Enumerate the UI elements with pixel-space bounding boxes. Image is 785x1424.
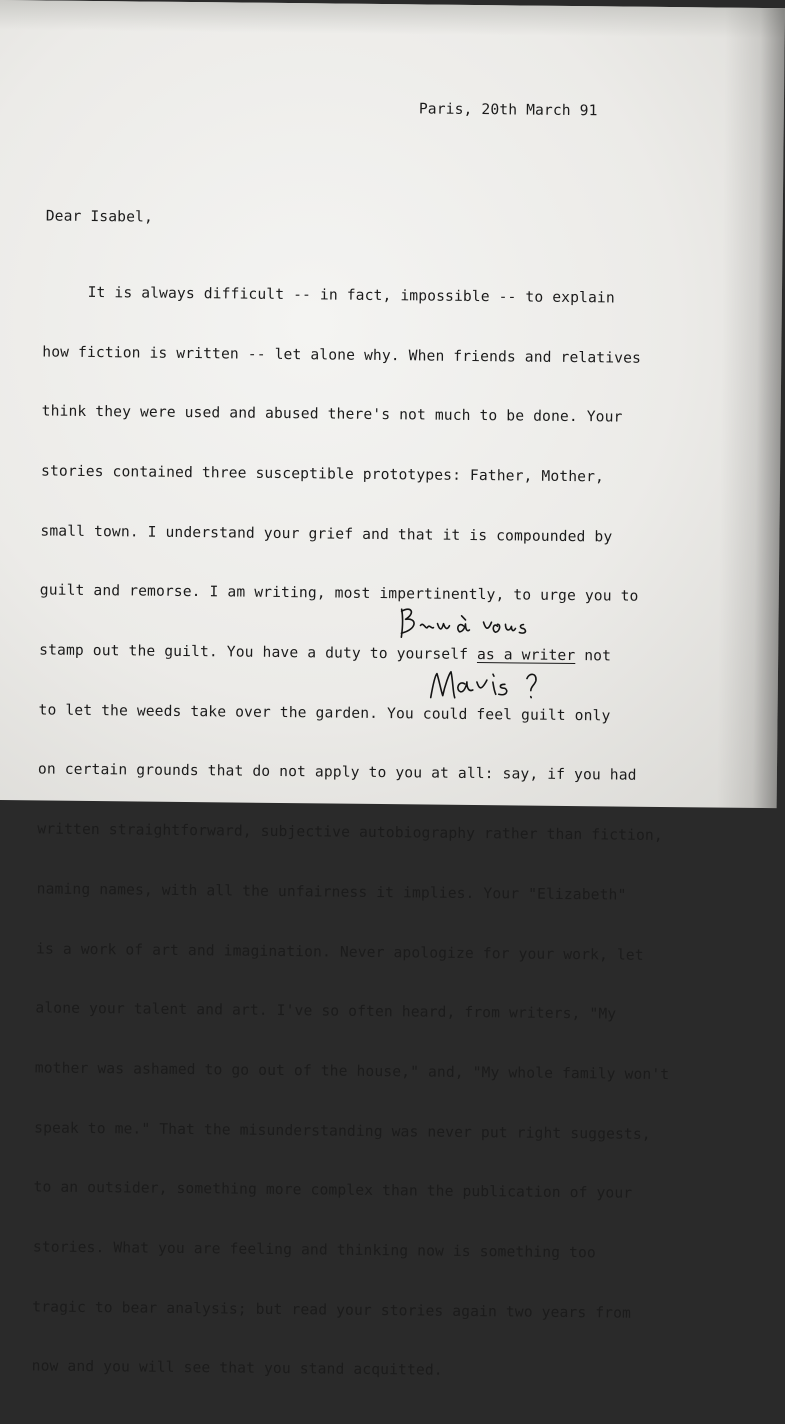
- body-line: on certain grounds that do not apply to you at all: say, if you had: [37, 760, 637, 785]
- body-line: think they were used and abused there's not much to be done. Your: [41, 402, 623, 426]
- body-line: stories. What you are feeling and thinking now is something too: [32, 1238, 596, 1262]
- body-line: speak to me." That the misunderstanding was never put right suggests,: [34, 1119, 651, 1143]
- salutation: Dear Isabel,: [45, 207, 154, 226]
- body-line-segment: stamp out the guilt. You have a duty to yourself: [39, 641, 478, 664]
- body-line: mother was ashamed to go out of the house," and, "My whole family won't: [34, 1059, 670, 1084]
- body-line: small town. I understand your grief and that it is compounded by: [40, 522, 613, 546]
- body-line: to let the weeds take over the garden. You could feel guilt only: [38, 701, 611, 725]
- body-line: now and you will see that you stand acquitted.: [31, 1357, 443, 1380]
- body-line: naming names, with all the unfairness it implies. Your "Elizabeth": [36, 880, 627, 904]
- body-line: [39, 640, 674, 667]
- body-line: how fiction is written -- let alone why. When friends and relatives: [42, 342, 642, 367]
- body-line: is a work of art and imagination. Never apologize for your work, let: [35, 939, 644, 964]
- handwritten-signature: [393, 599, 564, 711]
- body-line: guilt and remorse. I am writing, most impertinently, to urge you to: [39, 581, 639, 606]
- underlined-phrase: as a writer: [476, 646, 576, 665]
- body-line: It is always difficult -- in fact, impossible -- to explain: [42, 283, 615, 307]
- dateline: Paris, 20th March 91: [418, 100, 598, 120]
- paper-top-edge: [0, 0, 785, 38]
- body-line: tragic to bear analysis; but read your stories again two years from: [32, 1298, 632, 1322]
- body-line: stories contained three susceptible prototypes: Father, Mother,: [40, 462, 605, 486]
- body-line-segment: not: [575, 647, 612, 665]
- body-line: alone your talent and art. I've so often heard, from writers, "My: [35, 999, 617, 1023]
- paper-edge-shadow: [717, 8, 785, 809]
- body-line: to an outsider, something more complex than the publication of your: [33, 1178, 633, 1203]
- body-line: written straightforward, subjective autobiography rather than fiction,: [37, 820, 663, 845]
- letter-body: [31, 242, 678, 1423]
